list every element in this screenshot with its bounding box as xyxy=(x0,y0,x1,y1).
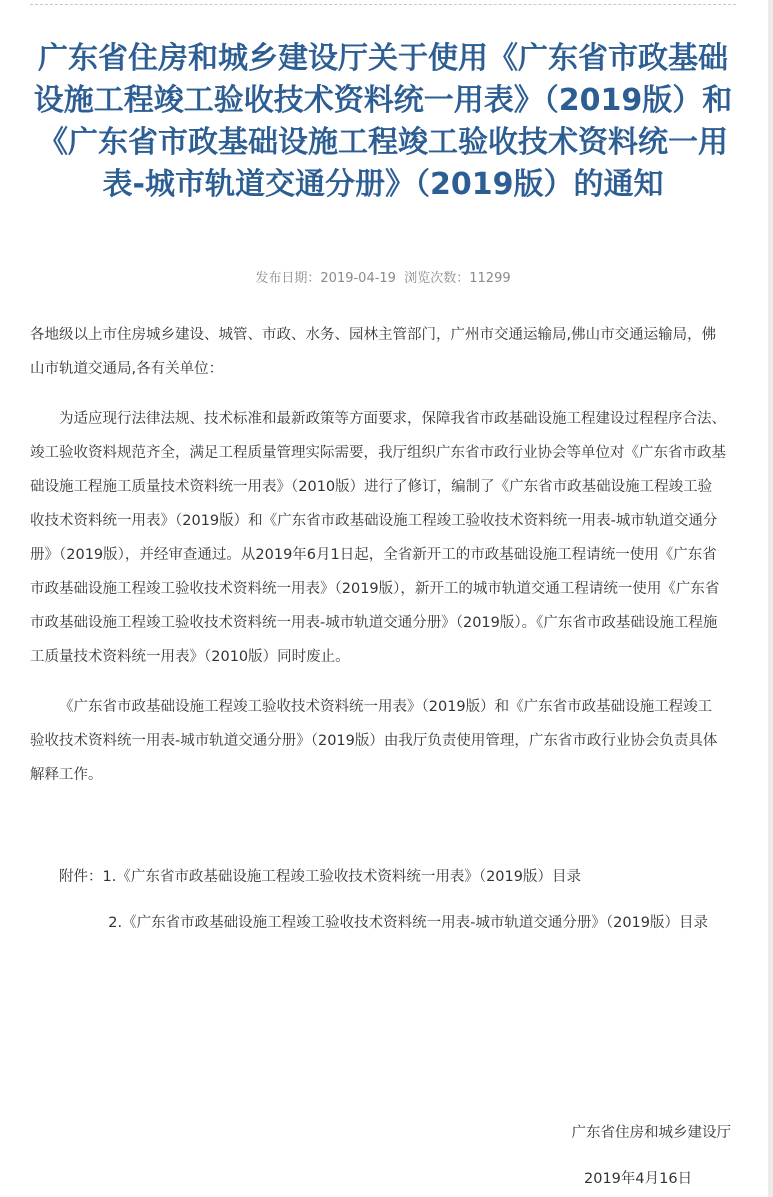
top-divider xyxy=(30,4,736,5)
body-spacer xyxy=(30,792,726,860)
page-scrollbar-track[interactable] xyxy=(768,0,773,1197)
meta-separator xyxy=(396,271,404,286)
addressee-paragraph: 各地级以上市住房城乡建设、城管、市政、水务、园林主管部门，广州市交通运输局,佛山市交通运输局，佛山市轨道交通局,各有关单位： xyxy=(30,327,717,377)
attachment-item-1: 附件：1.《广东省市政基础设施工程竣工验收技术资料统一用表》（2019版）目录 xyxy=(59,869,581,885)
views-label: 浏览次数： xyxy=(404,271,470,286)
body-paragraph-2: 《广东省市政基础设施工程竣工验收技术资料统一用表》（2019版）和《广东省市政基础设施工程竣工验收技术资料统一用表-城市轨道交通分册》（2019版）由我厅负责使用管理，广东省市政行业协会负责具体解释工作。 xyxy=(30,699,718,783)
issuer-signature: 广东省住房和城乡建设厅 xyxy=(571,1125,731,1141)
attachment-item-2: 2.《广东省市政基础设施工程竣工验收技术资料统一用表-城市轨道交通分册》（2019版）目录 xyxy=(108,915,709,931)
article-title: 广东省住房和城乡建设厅关于使用《广东省市政基础设施工程竣工验收技术资料统一用表》（2019版）和《广东省市政基础设施工程竣工验收技术资料统一用表-城市轨道交通分册》（2019版）的通知 xyxy=(33,41,733,202)
issue-date: 2019年4月16日 xyxy=(584,1171,693,1187)
article-body xyxy=(30,318,726,940)
publish-date-label: 发布日期： xyxy=(255,271,321,286)
article-meta xyxy=(30,270,736,288)
publish-date: 2019-04-19 xyxy=(320,271,396,286)
views-count: 11299 xyxy=(469,271,511,286)
body-paragraph-1: 为适应现行法律法规、技术标准和最新政策等方面要求，保障我省市政基础设施工程建设过程程序合法、竣工验收资料规范齐全，满足工程质量管理实际需要，我厅组织广东省市政行业协会等单位对《广东省市政基础设施工程施工质量技术资料统一用表》（2010版）进行了修订，编制了《广东省市政基础设施工程竣工验收技术资料统一用表》（2019版）和《广东省市政基础设施工程竣工验收技术资料统一用表-城市轨道交通分册》（2019版），并经审查通过。从2019年6月1日起，全省新开工的市政基础设施工程请统一使用《广东省市政基础设施工程竣工验收技术资料统一用表》（2019版），新开工的城市轨道交通工程请统一使用《广东省市政基础设施工程竣工验收技术资料统一用表-城市轨道交通分册》（2019版）。《广东省市政基础设施工程施工质量技术资料统一用表》（2010版）同时废止。 xyxy=(30,411,726,665)
page-scrollbar-thumb[interactable] xyxy=(768,0,773,1197)
